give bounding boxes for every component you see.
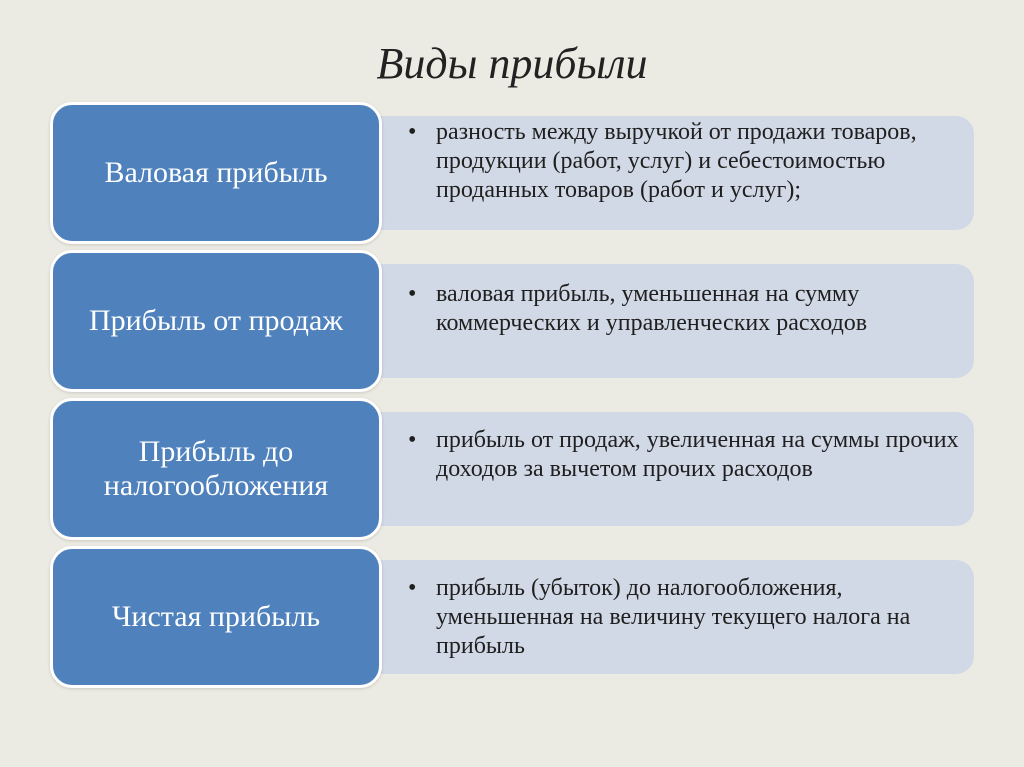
bullet-marker: • xyxy=(408,575,417,601)
description-content: разность между выручкой от продажи товаров, продукции (работ, услуг) и себестоимостью проданных товаров (работ и услуг); xyxy=(436,119,917,203)
description-text xyxy=(408,426,968,484)
label-text: Чистая прибыль xyxy=(111,600,321,633)
row-net-profit xyxy=(0,546,1024,688)
label-text: Прибыль от продаж xyxy=(88,304,343,337)
slide-title: Виды прибыли xyxy=(376,39,648,88)
label-text: Валовая прибыль xyxy=(104,156,328,189)
label-box xyxy=(50,102,382,244)
description-text xyxy=(408,118,968,205)
row-sales-profit xyxy=(0,250,1024,392)
description-text xyxy=(408,574,968,661)
description-content: прибыль от продаж, увеличенная на суммы прочих доходов за вычетом прочих расходов xyxy=(436,427,959,482)
bullet-marker: • xyxy=(408,119,417,145)
bullet-marker: • xyxy=(408,281,417,307)
label-box xyxy=(50,398,382,540)
label-box xyxy=(50,546,382,688)
label-box xyxy=(50,250,382,392)
description-content: прибыль (убыток) до налогообложения, уменьшенная на величину текущего налога на прибыль xyxy=(436,575,911,659)
description-text xyxy=(408,280,968,338)
row-pretax-profit xyxy=(0,398,1024,540)
label-text: Прибыль до налогообложения xyxy=(103,435,329,502)
bullet-marker: • xyxy=(408,427,417,453)
description-content: валовая прибыль, уменьшенная на сумму коммерческих и управленческих расходов xyxy=(436,281,868,336)
row-gross-profit xyxy=(0,102,1024,244)
